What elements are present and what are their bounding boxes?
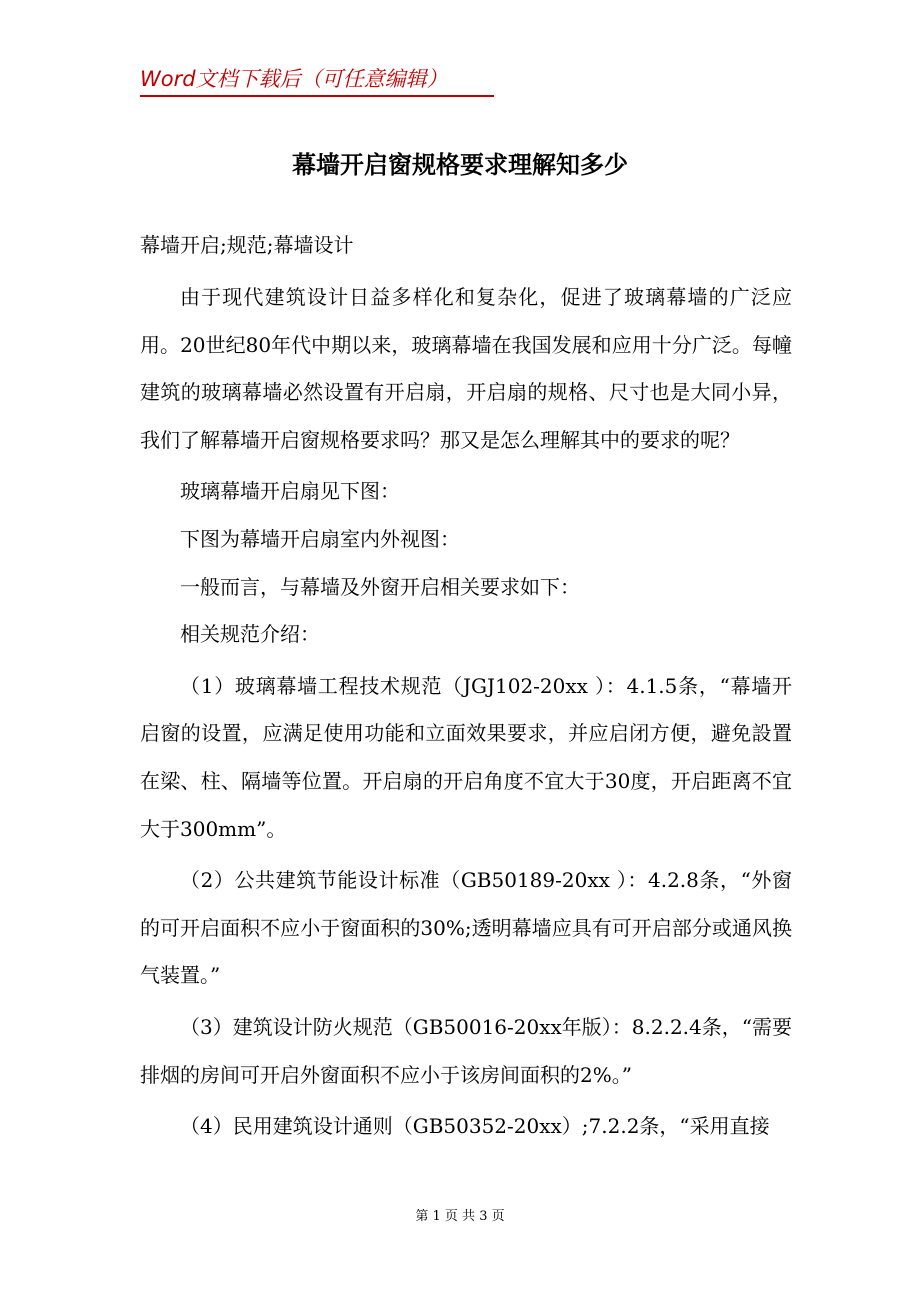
document-keywords: 幕墙开启;规范;幕墙设计 [140,233,354,257]
paragraph-standards-heading: 相关规范介绍： [180,622,320,647]
page-number: 第 1 页 共 3 页 [415,1209,505,1224]
paragraph-standard-4: （4）民用建筑设计通则（GB50352-20xx）;7.2.2条，“采用直接 [180,1114,770,1139]
paragraph-standard-2: （2）公共建筑节能设计标准（GB50189-20xx ）：4.2.8条，“外窗的可开启面积不应小于窗面积的30%;透明幕墙应具有可开启部分或通风换气装置。” [140,868,792,988]
paragraph-figure-ref: 玻璃幕墙开启扇见下图： [180,479,400,504]
paragraph-requirements-intro: 一般而言，与幕墙及外窗开启相关要求如下： [180,574,580,599]
document-body [140,274,792,1151]
paragraph-standard-3: （3）建筑设计防火规范（GB50016-20xx年版）：8.2.2.4条，“需要排烟的房间可开启外窗面积不应小于该房间面积的2%。” [140,1014,792,1087]
paragraph-standard-1: （1）玻璃幕墙工程技术规范（JGJ102-20xx ）：4.1.5条，“幕墙开启窗的设置，应满足使用功能和立面效果要求，并应启闭方便，避免設置在梁、柱、隔墙等位置。开启扇的开启角度不宜大于30度，开启距离不宜大于300mm”。 [140,673,792,841]
banner-underline [140,95,494,97]
paragraph-intro: 由于现代建筑设计日益多样化和复杂化，促进了玻璃幕墙的广泛应用。20世纪80年代中期以来，玻璃幕墙在我国发展和应用十分广泛。每幢建筑的玻璃幕墙必然设置有开启扇，开启扇的规格、尺寸也是大同小异，我们了解幕墙开启窗规格要求吗？那又是怎么理解其中的要求的呢？ [140,285,792,452]
download-banner: Word文档下载后（可任意编辑） [140,67,448,91]
paragraph-view-ref: 下图为幕墙开启扇室内外视图： [180,526,460,551]
document-title: 幕墙开启窗规格要求理解知多少 [292,150,628,179]
